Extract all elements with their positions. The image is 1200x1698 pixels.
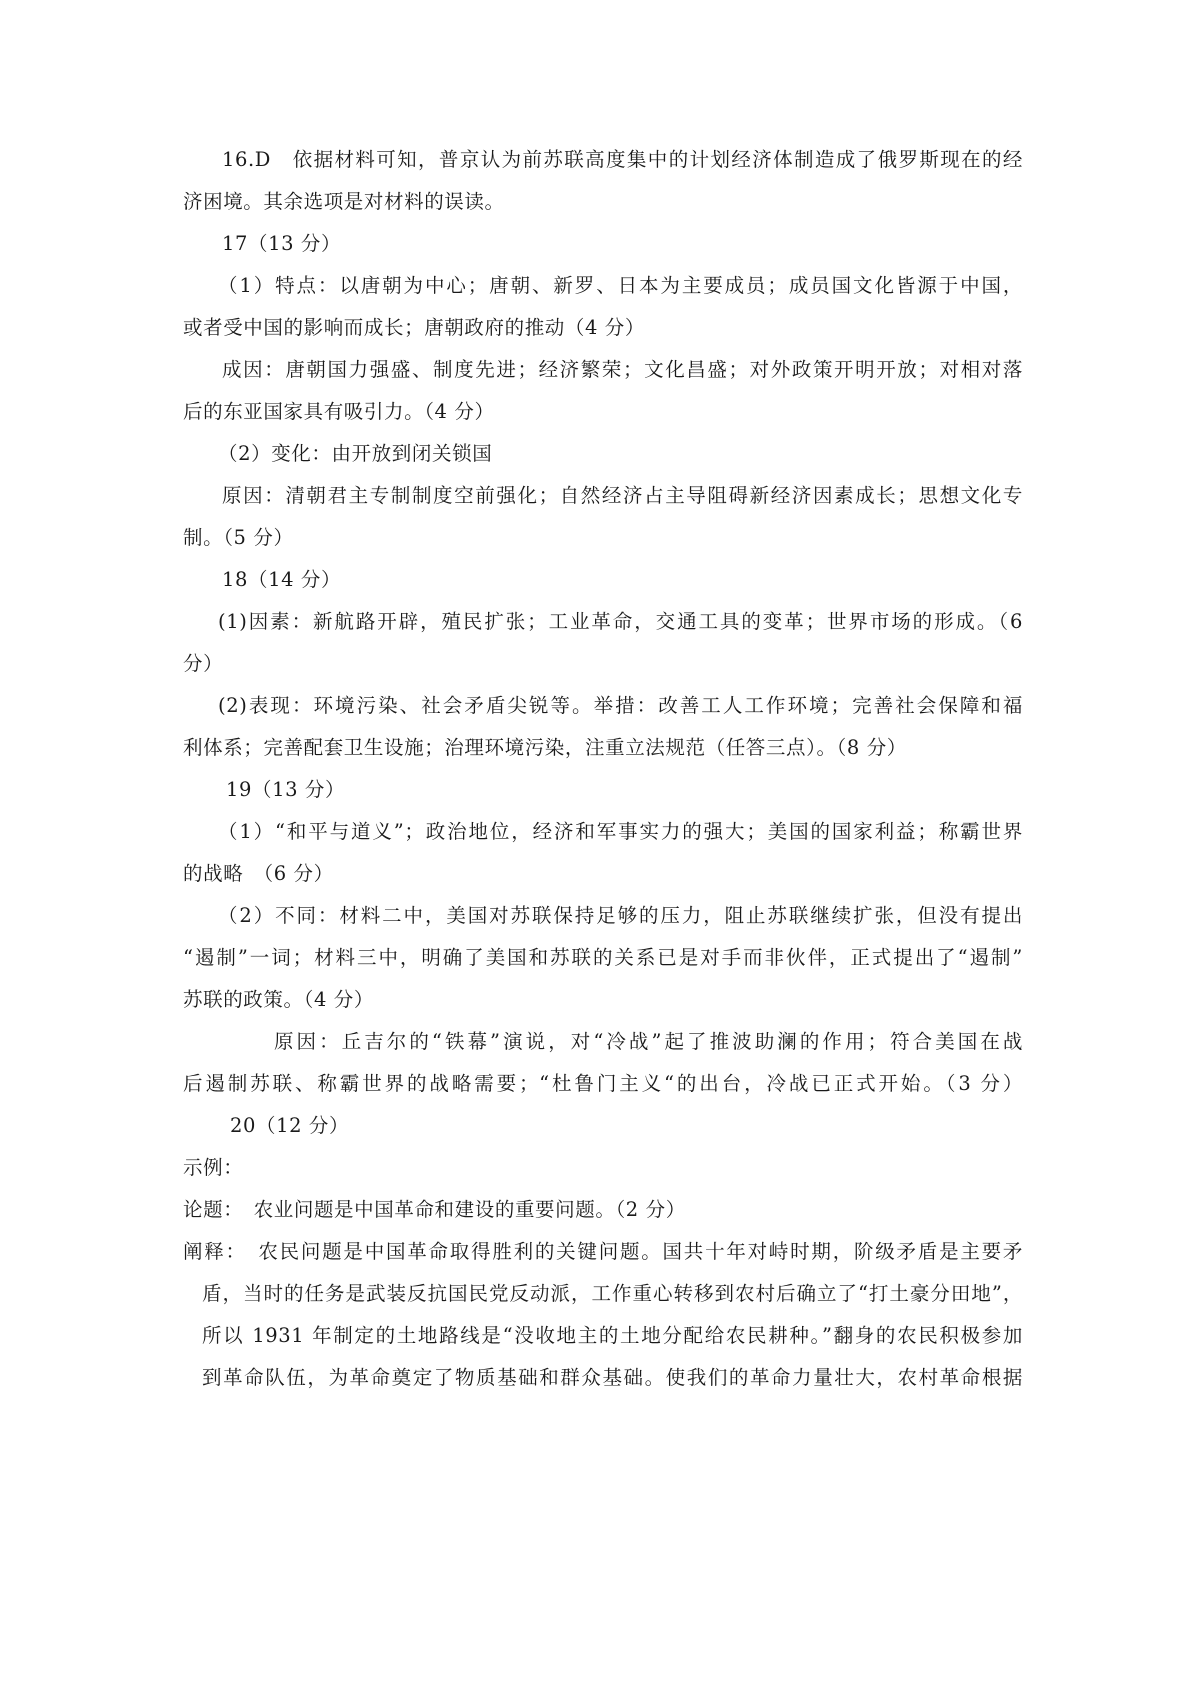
answer-18-2-line-1: (2)表现：环境污染、社会矛盾尖锐等。举措：改善工人工作环境；完善社会保障和福 bbox=[218, 694, 1023, 717]
answer-20-explanation-line-3: 所以 1931 年制定的土地路线是“没收地主的土地分配给农民耕种。”翻身的农民积极参加 bbox=[202, 1324, 1023, 1347]
answer-17-1-line-3: 成因：唐朝国力强盛、制度先进；经济繁荣；文化昌盛；对外政策开明开放；对相对落 bbox=[222, 358, 1023, 381]
answer-20-thesis: 论题： 农业问题是中国革命和建设的重要问题。（2 分） bbox=[183, 1198, 686, 1221]
answer-16-line-2: 济困境。其余选项是对材料的误读。 bbox=[183, 190, 505, 213]
answer-20-example-label: 示例： bbox=[183, 1156, 244, 1179]
answer-17-1-line-1: （1）特点：以唐朝为中心；唐朝、新罗、日本为主要成员；成员国文化皆源于中国， bbox=[218, 274, 1023, 297]
question-20-heading: 20（12 分） bbox=[230, 1114, 350, 1137]
answer-17-2-line-2: 原因：清朝君主专制制度空前强化；自然经济占主导阻碍新经济因素成长；思想文化专 bbox=[222, 484, 1023, 507]
answer-19-1-line-1: （1）“和平与道义”；政治地位，经济和军事实力的强大；美国的国家利益；称霸世界 bbox=[218, 820, 1023, 843]
answer-19-2-line-1: （2）不同：材料二中，美国对苏联保持足够的压力，阻止苏联继续扩张，但没有提出 bbox=[218, 904, 1023, 927]
answer-17-2-line-1: （2）变化：由开放到闭关锁国 bbox=[218, 442, 493, 465]
answer-17-1-line-4: 后的东亚国家具有吸引力。（4 分） bbox=[183, 400, 495, 423]
answer-19-2-line-5: 后遏制苏联、称霸世界的战略需要；“杜鲁门主义“的出台，冷战已正式开始。（3 分） bbox=[183, 1072, 1023, 1095]
answer-18-1-line-2: 分） bbox=[183, 652, 224, 675]
answer-19-2-line-4: 原因：丘吉尔的“铁幕”演说，对“冷战”起了推波助澜的作用；符合美国在战 bbox=[274, 1030, 1023, 1053]
question-19-heading: 19（13 分） bbox=[226, 778, 346, 801]
answer-18-1-line-1: (1)因素：新航路开辟，殖民扩张；工业革命，交通工具的变革；世界市场的形成。（6 bbox=[218, 610, 1023, 633]
answer-17-1-line-2: 或者受中国的影响而成长；唐朝政府的推动（4 分） bbox=[183, 316, 646, 339]
question-17-heading: 17（13 分） bbox=[222, 232, 342, 255]
answer-19-2-line-3: 苏联的政策。（4 分） bbox=[183, 988, 374, 1011]
answer-18-2-line-2: 利体系；完善配套卫生设施；治理环境污染，注重立法规范（任答三点）。（8 分） bbox=[183, 736, 907, 759]
question-18-heading: 18（14 分） bbox=[222, 568, 342, 591]
answer-19-2-line-2: “遏制”一词；材料三中，明确了美国和苏联的关系已是对手而非伙伴，正式提出了“遏制” bbox=[183, 946, 1023, 969]
answer-20-explanation-line-4: 到革命队伍，为革命奠定了物质基础和群众基础。使我们的革命力量壮大，农村革命根据 bbox=[202, 1366, 1023, 1389]
answer-16-line-1: 16.D 依据材料可知，普京认为前苏联高度集中的计划经济体制造成了俄罗斯现在的经 bbox=[222, 148, 1023, 171]
answer-20-explanation-line-2: 盾，当时的任务是武装反抗国民党反动派，工作重心转移到农村后确立了“打土豪分田地”， bbox=[202, 1282, 1023, 1305]
answer-19-1-line-2: 的战略 （6 分） bbox=[183, 862, 334, 885]
answer-20-explanation-line-1: 阐释： 农民问题是中国革命取得胜利的关键问题。国共十年对峙时期，阶级矛盾是主要矛 bbox=[183, 1240, 1023, 1263]
answer-17-2-line-3: 制。（5 分） bbox=[183, 526, 294, 549]
